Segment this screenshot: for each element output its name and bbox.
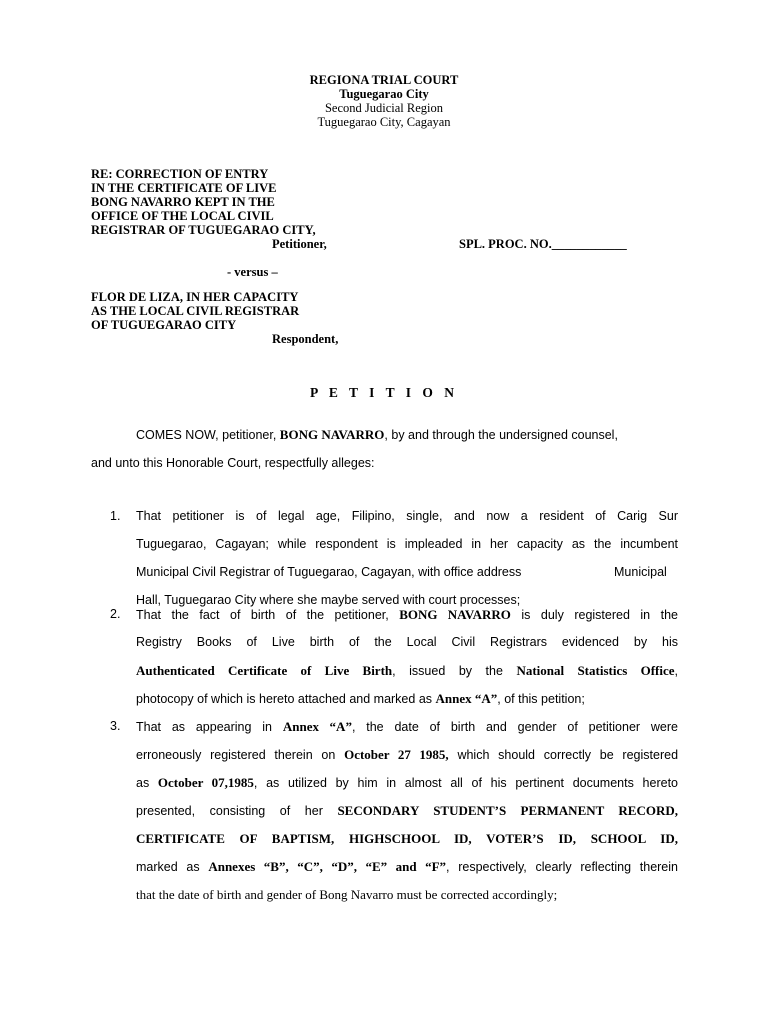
item-2-text: , <box>674 664 678 678</box>
item-1-line-4: Hall, Tuguegarao City where she maybe served with court processes; <box>136 593 521 607</box>
item-3-line-6 <box>136 859 678 875</box>
supporting-documents: SECONDARY STUDENT’S PERMANENT RECORD, <box>337 803 679 818</box>
item-2-text: , of this petition; <box>497 692 585 706</box>
correct-date: October 07,1985 <box>157 775 254 790</box>
item-3-text: as <box>136 776 158 790</box>
item-3-line-3 <box>136 775 678 791</box>
re-line-3: BONG NAVARRO KEPT IN THE <box>91 195 275 209</box>
petitioner-name: BONG NAVARRO <box>399 607 511 622</box>
item-1-line-3: Municipal Civil Registrar of Tuguegarao, Cagayan, with office address <box>136 565 522 579</box>
item-3-text: presented, consisting of her <box>136 804 338 818</box>
versus: - versus – <box>227 265 278 279</box>
item-2-line-4 <box>136 691 585 707</box>
item-1-line-2: Tuguegarao, Cagayan; while respondent is impleaded in her capacity as the incumbent <box>136 537 678 551</box>
intro-text: , by and through the undersigned counsel, <box>384 428 618 442</box>
annex-references: Annexes “B”, “C”, “D”, “E” and “F” <box>208 859 447 874</box>
item-3-text: erroneously registered therein on <box>136 748 345 762</box>
re-line-2: IN THE CERTIFICATE OF LIVE <box>91 181 277 195</box>
re-line-5: REGISTRAR OF TUGUEGARAO CITY, <box>91 223 316 237</box>
item-3-text: marked as <box>136 860 209 874</box>
wrong-date: October 27 1985, <box>344 747 449 762</box>
re-line-4: OFFICE OF THE LOCAL CIVIL <box>91 209 274 223</box>
annex-reference: Annex “A” <box>282 719 352 734</box>
item-2-text: That the fact of birth of the petitioner, <box>136 608 400 622</box>
item-2-text: , issued by the <box>392 664 517 678</box>
item-3-text: That as appearing in <box>136 720 283 734</box>
document-title: P E T I T I O N <box>310 385 458 400</box>
item-2-text: is duly registered in the <box>510 608 679 622</box>
court-name: REGIONA TRIAL COURT <box>309 73 459 87</box>
intro-text: COMES NOW, petitioner, <box>136 428 280 442</box>
item-3-text: , respectively, clearly reflecting therein <box>446 860 678 874</box>
item-number-2: 2. <box>110 607 121 621</box>
court-city: Tuguegarao City <box>339 87 429 101</box>
item-2-line-1 <box>136 607 678 623</box>
petitioner-name: BONG NAVARRO <box>279 427 385 442</box>
item-3-text: which should correctly be registered <box>448 748 679 762</box>
item-2-line-3 <box>136 663 678 679</box>
item-3-line-7: that the date of birth and gender of Bong Navarro must be corrected accordingly; <box>136 887 558 902</box>
item-1-line-3-end: Municipal <box>614 565 667 579</box>
spl-proc-number: SPL. PROC. NO.____________ <box>459 237 627 251</box>
item-3-line-2 <box>136 747 678 763</box>
item-1-line-1: That petitioner is of legal age, Filipino, single, and now a resident of Carig Sur <box>136 509 678 523</box>
item-3-text: , the date of birth and gender of petitioner were <box>351 720 678 734</box>
item-3-text: , as utilized by him in almost all of his pertinent documents hereto <box>253 776 678 790</box>
petitioner-label: Petitioner, <box>272 237 327 251</box>
item-2-line-2: Registry Books of Live birth of the Local Civil Registrars evidenced by his <box>136 635 678 649</box>
court-location: Tuguegarao City, Cagayan <box>317 115 451 129</box>
judicial-region: Second Judicial Region <box>324 101 444 115</box>
item-number-1: 1. <box>110 509 121 523</box>
item-3-line-5: CERTIFICATE OF BAPTISM, HIGHSCHOOL ID, VOTER’S ID, SCHOOL ID, <box>136 831 678 846</box>
respondent-line-3: OF TUGUEGARAO CITY <box>91 318 237 332</box>
annex-reference: Annex “A” <box>435 691 498 706</box>
item-3-line-1 <box>136 719 678 735</box>
item-number-3: 3. <box>110 719 121 733</box>
re-line-1: RE: CORRECTION OF ENTRY <box>91 167 269 181</box>
item-2-text: photocopy of which is hereto attached and marked as <box>136 692 436 706</box>
intro-line-2: and unto this Honorable Court, respectfully alleges: <box>91 456 375 470</box>
respondent-line-2: AS THE LOCAL CIVIL REGISTRAR <box>91 304 300 318</box>
respondent-line-1: FLOR DE LIZA, IN HER CAPACITY <box>91 290 299 304</box>
item-3-line-4 <box>136 803 678 819</box>
respondent-label: Respondent, <box>272 332 339 346</box>
issuing-office: National Statistics Office <box>516 663 675 678</box>
certificate-name: Authenticated Certificate of Live Birth <box>136 663 393 678</box>
intro-line-1 <box>136 427 618 443</box>
